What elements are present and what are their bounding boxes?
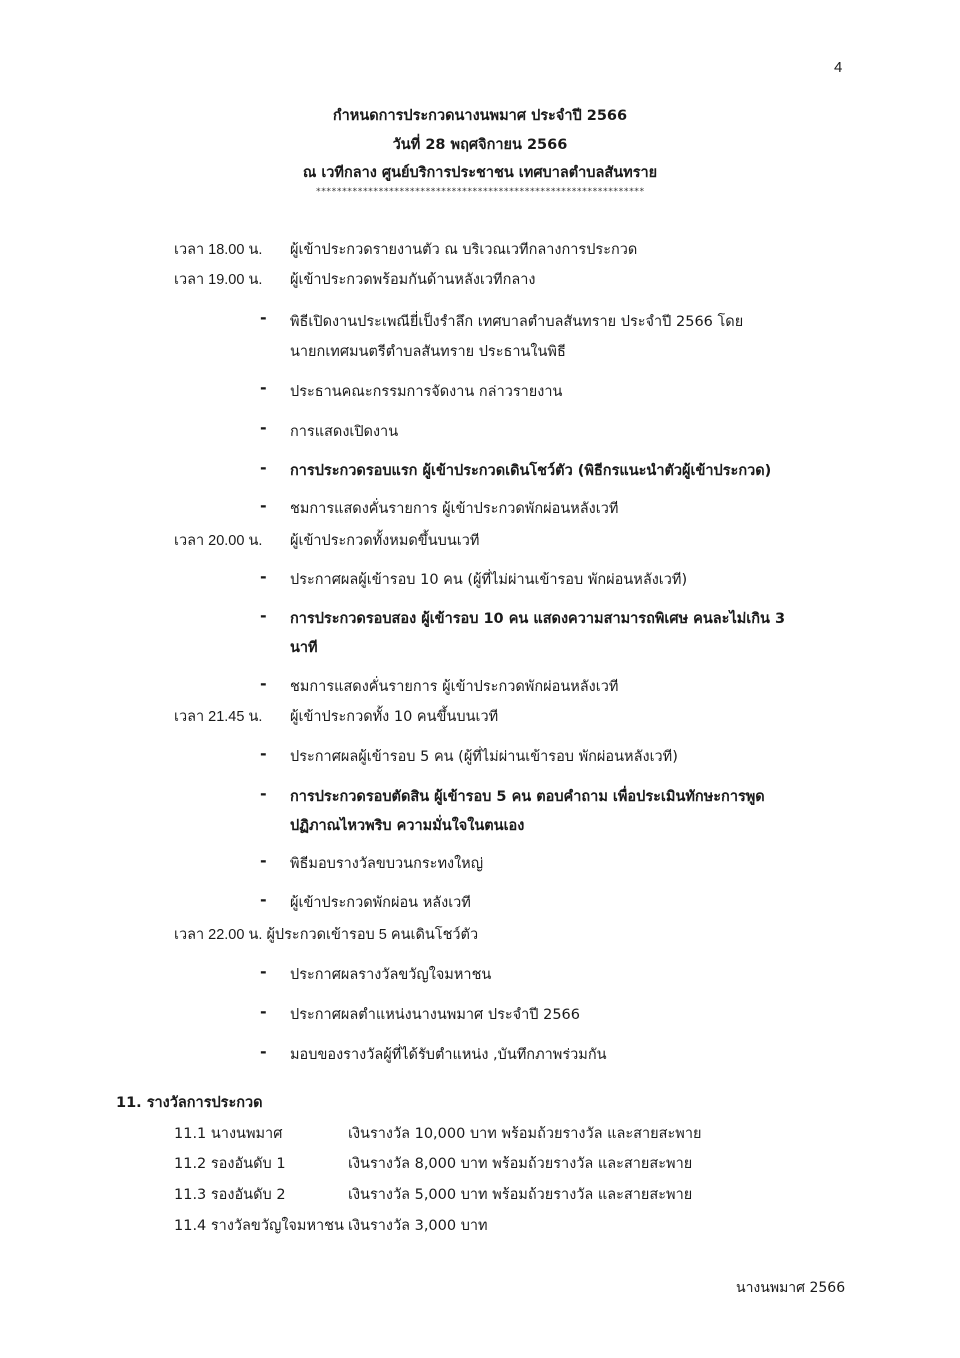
prize-description: เงินรางวัล 5,000 บาท พร้อมถ้วยรางวัล และสายสะพาย — [348, 1187, 693, 1203]
list-item-continuation: นายกเทศมนตรีตำบลสันทราย ประธานในพิธี — [290, 344, 566, 360]
list-item: ประกาศผลผู้เข้ารอบ 10 คน (ผู้ที่ไม่ผ่านเข้ารอบ พักผ่อนหลังเวที) — [290, 572, 688, 588]
time-label: เวลา 18.00 น. — [174, 242, 263, 258]
time-line: เวลา 22.00 น. ผู้ประกวดเข้ารอบ 5 คนเดินโชว์ตัว — [174, 927, 479, 943]
prize-name: 11.3 รองอันดับ 2 — [174, 1187, 286, 1203]
bullet-dash: - — [260, 1002, 267, 1021]
list-item: ผู้เข้าประกวดพักผ่อน หลังเวที — [290, 895, 471, 911]
list-item: ประกาศผลผู้เข้ารอบ 5 คน (ผู้ที่ไม่ผ่านเข้ารอบ พักผ่อนหลังเวที) — [290, 749, 678, 765]
list-item: ประกาศผลรางวัลขวัญใจมหาชน — [290, 967, 492, 983]
list-item-continuation: ปฏิภาณไหวพริบ ความมั่นใจในตนเอง — [290, 818, 525, 834]
list-item: การประกวดรอบตัดสิน ผู้เข้ารอบ 5 คน ตอบคำถาม เพื่อประเมินทักษะการพูด — [290, 789, 765, 805]
bullet-dash: - — [260, 308, 267, 327]
time-description: ผู้เข้าประกวดพร้อมกันด้านหลังเวทีกลาง — [290, 272, 536, 288]
title-line-3: ณ เวทีกลาง ศูนย์บริการประชาชน เทศบาลตำบลสันทราย — [302, 165, 658, 181]
prize-description: เงินรางวัล 3,000 บาท — [348, 1218, 488, 1234]
bullet-dash: - — [260, 890, 267, 909]
bullet-dash: - — [260, 378, 267, 397]
section-title: 11. รางวัลการประกวด — [116, 1095, 263, 1111]
title-line-2: วันที่ 28 พฤศจิกายน 2566 — [392, 137, 568, 153]
list-item: ประธานคณะกรรมการจัดงาน กล่าวรายงาน — [290, 384, 563, 400]
prize-name: 11.1 นางนพมาศ — [174, 1126, 283, 1142]
list-item: การแสดงเปิดงาน — [290, 424, 399, 440]
bullet-dash: - — [260, 1042, 267, 1061]
list-item: การประกวดรอบแรก ผู้เข้าประกวดเดินโชว์ตัว (พิธีกรแนะนำตัวผู้เข้าประกวด) — [290, 463, 772, 479]
bullet-dash: - — [260, 851, 267, 870]
prize-name: 11.2 รองอันดับ 1 — [174, 1156, 286, 1172]
list-item: การประกวดรอบสอง ผู้เข้ารอบ 10 คน แสดงความสามารถพิเศษ คนละไม่เกิน 3 — [290, 611, 786, 627]
time-description: ผู้เข้าประกวดทั้ง 10 คนขึ้นบนเวที — [290, 709, 499, 725]
list-item: มอบของรางวัลผู้ที่ได้รับตำแหน่ง ,บันทึกภาพร่วมกัน — [290, 1047, 607, 1063]
bullet-dash: - — [260, 962, 267, 981]
time-label: เวลา 20.00 น. — [174, 533, 263, 549]
separator-line: *************************************************************** — [315, 187, 645, 197]
page-number: 4 — [834, 59, 843, 76]
list-item: ประกาศผลตำแหน่งนางนพมาศ ประจำปี 2566 — [290, 1007, 580, 1023]
prize-description: เงินรางวัล 10,000 บาท พร้อมถ้วยรางวัล และสายสะพาย — [348, 1126, 702, 1142]
bullet-dash: - — [260, 784, 267, 803]
time-label: เวลา 19.00 น. — [174, 272, 263, 288]
page-footer: นางนพมาศ 2566 — [736, 1280, 846, 1296]
title-line-1: กำหนดการประกวดนางนพมาศ ประจำปี 2566 — [332, 108, 628, 124]
list-item-continuation: นาที — [290, 640, 318, 656]
bullet-dash: - — [260, 744, 267, 763]
list-item: พิธีมอบรางวัลขบวนกระทงใหญ่ — [290, 856, 484, 872]
time-label: เวลา 21.45 น. — [174, 709, 263, 725]
list-item: ชมการแสดงคั่นรายการ ผู้เข้าประกวดพักผ่อนหลังเวที — [290, 501, 619, 517]
prize-name: 11.4 รางวัลขวัญใจมหาชน — [174, 1218, 344, 1234]
bullet-dash: - — [260, 606, 267, 625]
bullet-dash: - — [260, 567, 267, 586]
time-description: ผู้เข้าประกวดรายงานตัว ณ บริเวณเวทีกลางการประกวด — [290, 242, 638, 258]
list-item: ชมการแสดงคั่นรายการ ผู้เข้าประกวดพักผ่อนหลังเวที — [290, 679, 619, 695]
list-item: พิธีเปิดงานประเพณียี่เป็งรำลึก เทศบาลตำบลสันทราย ประจำปี 2566 โดย — [290, 314, 744, 330]
time-description: ผู้เข้าประกวดทั้งหมดขึ้นบนเวที — [290, 533, 480, 549]
bullet-dash: - — [260, 674, 267, 693]
prize-description: เงินรางวัล 8,000 บาท พร้อมถ้วยรางวัล และสายสะพาย — [348, 1156, 693, 1172]
bullet-dash: - — [260, 458, 267, 477]
bullet-dash: - — [260, 418, 267, 437]
bullet-dash: - — [260, 496, 267, 515]
